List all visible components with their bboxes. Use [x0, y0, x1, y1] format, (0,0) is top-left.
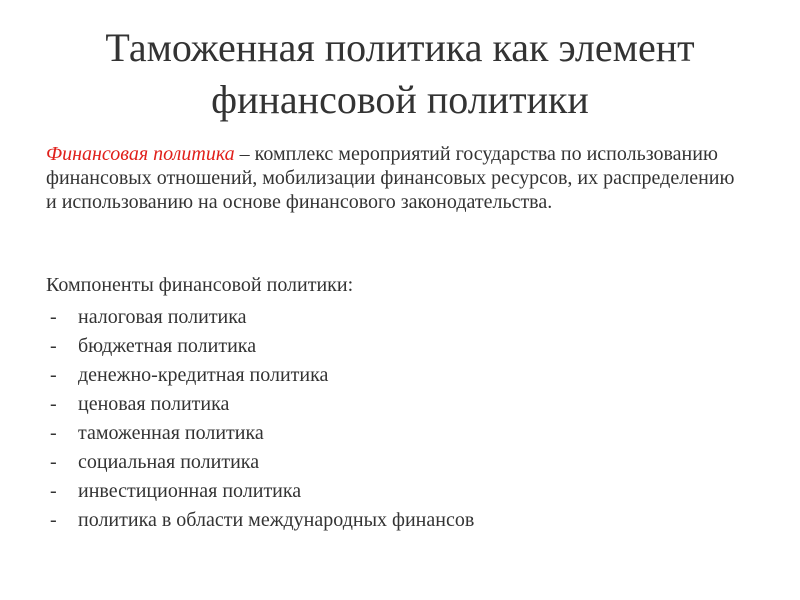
- list-dash: -: [50, 393, 57, 415]
- list-dash: -: [50, 480, 57, 502]
- list-dash: -: [50, 509, 57, 531]
- list-item: [46, 390, 746, 419]
- list-dash: -: [50, 364, 57, 386]
- slide-title: [40, 22, 760, 126]
- list-item: [46, 361, 746, 390]
- slide-title-line-1: Таможенная политика как элемент: [105, 25, 695, 70]
- definition-term: Финансовая политика: [46, 143, 235, 165]
- definition-text: – комплекс мероприятий государства по использованию финансовых отношений, мобилизации финансовых ресурсов, их распределению и использованию на основе финансового законодательства.: [46, 143, 735, 213]
- list-item-text: таможенная политика: [78, 422, 264, 444]
- components-heading: Компоненты финансовой политики:: [46, 274, 354, 296]
- list-item: [46, 303, 746, 332]
- list-item-text: налоговая политика: [78, 306, 247, 328]
- list-item-text: денежно-кредитная политика: [78, 364, 329, 386]
- list-item-text: бюджетная политика: [78, 335, 257, 357]
- list-dash: -: [50, 451, 57, 473]
- list-item: [46, 332, 746, 361]
- list-item-text: социальная политика: [78, 451, 260, 473]
- list-dash: -: [50, 422, 57, 444]
- list-item: [46, 419, 746, 448]
- components-list: [46, 303, 746, 535]
- list-item: [46, 448, 746, 477]
- list-item-text: политика в области международных финансов: [78, 509, 475, 531]
- list-item-text: инвестиционная политика: [78, 480, 302, 502]
- slide-title-line-2: финансовой политики: [211, 77, 589, 122]
- definition-paragraph: [46, 142, 746, 214]
- list-dash: -: [50, 306, 57, 328]
- list-item: [46, 477, 746, 506]
- list-item: [46, 506, 746, 535]
- list-dash: -: [50, 335, 57, 357]
- list-item-text: ценовая политика: [78, 393, 230, 415]
